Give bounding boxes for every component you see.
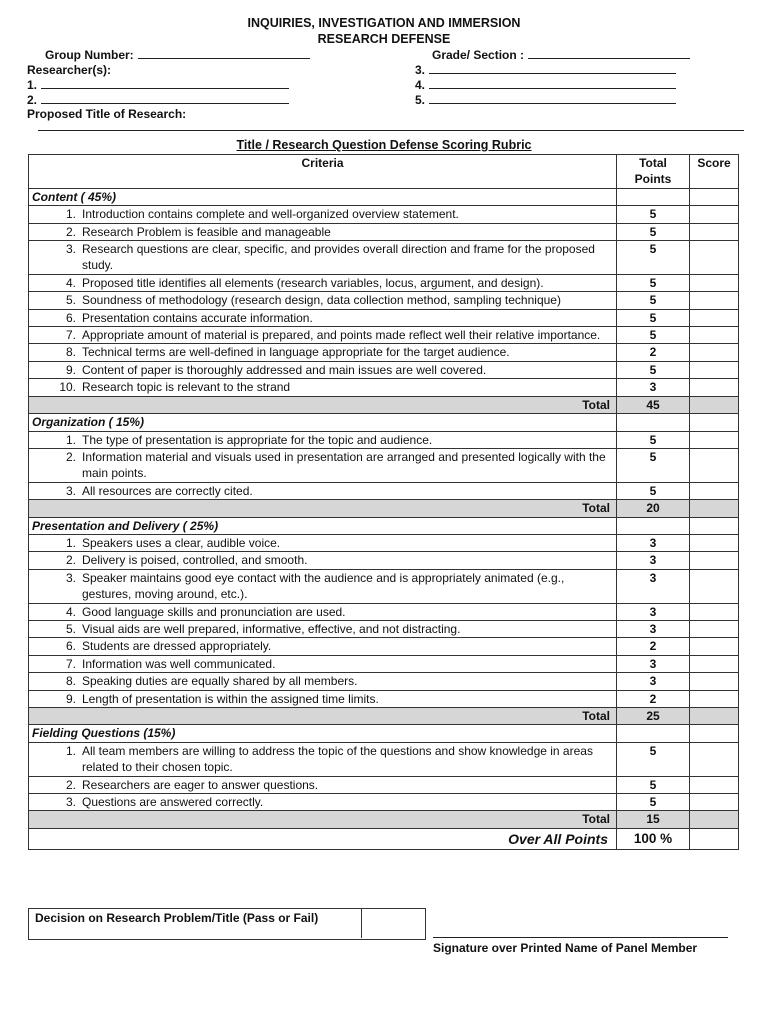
section-header-row (29, 188, 739, 205)
section-total-row (29, 396, 739, 413)
criterion-cell (29, 274, 617, 291)
criterion-points: 5 (617, 292, 690, 309)
group-number-label: Group Number: (45, 48, 134, 62)
criterion-number: 2. (65, 553, 76, 568)
rubric-body (29, 188, 739, 828)
criterion-item (32, 224, 613, 240)
criterion-score-cell[interactable] (690, 534, 739, 551)
criterion-text: Introduction contains complete and well-organized overview statement. (82, 207, 459, 222)
criterion-cell (29, 327, 617, 344)
criterion-score-cell[interactable] (690, 742, 739, 776)
criterion-points: 5 (617, 274, 690, 291)
decision-box (28, 908, 426, 940)
criterion-item (32, 379, 613, 395)
criterion-cell (29, 569, 617, 603)
criterion-number: 5. (65, 621, 76, 636)
section-points-cell (617, 517, 690, 534)
researcher-2-field[interactable] (41, 93, 289, 104)
criterion-text: Questions are answered correctly. (82, 795, 264, 810)
overall-score-cell[interactable] (690, 828, 739, 849)
grade-section-label: Grade/ Section : (432, 48, 525, 62)
criterion-item (32, 638, 613, 654)
criterion-cell (29, 620, 617, 637)
researcher-3-field[interactable] (429, 63, 676, 74)
criterion-text: All team members are willing to address the topic of the questions and show knowledge in areas related to their chosen topic. (82, 743, 593, 775)
researcher-3-number: 3. (415, 63, 426, 77)
researcher-1-row (27, 78, 289, 92)
criterion-number: 2. (65, 777, 76, 792)
section-title: Content ( 45%) (29, 188, 617, 205)
criterion-score-cell[interactable] (690, 206, 739, 223)
section-total-value: 20 (617, 500, 690, 517)
criterion-item (32, 743, 613, 776)
criterion-cell (29, 794, 617, 811)
section-title: Presentation and Delivery ( 25%) (29, 517, 617, 534)
criterion-row (29, 448, 739, 482)
researcher-1-field[interactable] (41, 78, 289, 89)
criterion-score-cell[interactable] (690, 223, 739, 240)
criterion-item (32, 673, 613, 689)
rubric-title-text: Title / Research Question Defense Scoring Rubric (236, 138, 532, 152)
criterion-points: 3 (617, 655, 690, 672)
criterion-number: 4. (65, 275, 76, 290)
criterion-score-cell[interactable] (690, 241, 739, 275)
researcher-2-row (27, 93, 289, 107)
criterion-row (29, 776, 739, 793)
criterion-points: 3 (617, 379, 690, 396)
criterion-points: 3 (617, 673, 690, 690)
criterion-cell (29, 482, 617, 499)
criterion-row (29, 794, 739, 811)
grade-section-row (432, 48, 690, 62)
section-points-cell (617, 725, 690, 742)
criterion-row (29, 673, 739, 690)
criterion-points: 5 (617, 742, 690, 776)
criterion-text: Content of paper is thoroughly addressed and main issues are well covered. (82, 362, 487, 377)
group-number-row (45, 48, 310, 62)
criterion-number: 7. (65, 656, 76, 671)
overall-points-label: Over All Points (29, 828, 617, 849)
grade-section-field[interactable] (528, 48, 690, 59)
researcher-5-field[interactable] (429, 93, 676, 104)
criterion-score-cell[interactable] (690, 482, 739, 499)
section-header-row (29, 725, 739, 742)
criterion-number: 2. (65, 449, 76, 464)
criterion-score-cell[interactable] (690, 309, 739, 326)
criterion-number: 1. (65, 432, 76, 447)
criterion-cell (29, 742, 617, 776)
criterion-number: 6. (65, 310, 76, 325)
criterion-points: 5 (617, 361, 690, 378)
criterion-score-cell[interactable] (690, 431, 739, 448)
criterion-cell (29, 655, 617, 672)
criterion-points: 5 (617, 241, 690, 275)
criterion-points: 2 (617, 638, 690, 655)
criterion-number: 1. (65, 535, 76, 550)
section-total-value: 25 (617, 708, 690, 725)
section-total-value: 15 (617, 811, 690, 828)
criterion-number: 10. (59, 380, 76, 395)
criterion-number: 8. (65, 674, 76, 689)
criterion-row (29, 361, 739, 378)
section-total-label: Total (29, 708, 617, 725)
criterion-cell (29, 344, 617, 361)
criterion-cell (29, 361, 617, 378)
criterion-row (29, 431, 739, 448)
researcher-4-row (415, 78, 676, 92)
researcher-3-row (415, 63, 676, 77)
criterion-row (29, 655, 739, 672)
section-total-row (29, 811, 739, 828)
criterion-text: Researchers are eager to answer questions. (82, 777, 319, 792)
criterion-cell (29, 241, 617, 275)
criterion-score-cell[interactable] (690, 327, 739, 344)
researcher-5-row (415, 93, 676, 107)
criterion-text: Length of presentation is within the assigned time limits. (82, 691, 379, 706)
section-total-label: Total (29, 811, 617, 828)
researcher-5-number: 5. (415, 93, 426, 107)
criterion-item (32, 777, 613, 793)
criterion-points: 3 (617, 552, 690, 569)
criterion-points: 2 (617, 344, 690, 361)
total-points-header: Total Points (617, 155, 690, 189)
criterion-text: Research Problem is feasible and manageable (82, 224, 331, 239)
criterion-cell (29, 603, 617, 620)
criterion-number: 3. (65, 483, 76, 498)
criterion-item (32, 449, 613, 482)
criterion-cell (29, 292, 617, 309)
document-title: INQUIRIES, INVESTIGATION AND IMMERSION (247, 16, 521, 30)
criterion-text: Good language skills and pronunciation are used. (82, 604, 346, 619)
section-points-cell (617, 414, 690, 431)
criterion-points: 5 (617, 206, 690, 223)
criterion-number: 3. (65, 242, 76, 257)
criterion-text: Presentation contains accurate information. (82, 310, 313, 325)
proposed-title-field[interactable] (38, 130, 744, 131)
criterion-cell (29, 223, 617, 240)
criterion-points: 3 (617, 620, 690, 637)
criterion-number: 8. (65, 345, 76, 360)
criterion-item (32, 483, 613, 499)
criterion-score-cell[interactable] (690, 292, 739, 309)
criterion-points: 2 (617, 690, 690, 707)
criterion-item (32, 691, 613, 707)
researcher-4-number: 4. (415, 78, 426, 92)
criterion-item (32, 292, 613, 308)
proposed-title-label: Proposed Title of Research: (27, 107, 187, 121)
criterion-score-cell[interactable] (690, 361, 739, 378)
criterion-score-cell[interactable] (690, 776, 739, 793)
criterion-text: Appropriate amount of material is prepared, and points made reflect well their relative importance. (82, 328, 601, 343)
criteria-header: Criteria (29, 155, 617, 189)
researcher-2-number: 2. (27, 93, 38, 107)
criterion-text: Speaking duties are equally shared by all members. (82, 674, 358, 689)
researcher-1-number: 1. (27, 78, 38, 92)
criterion-cell (29, 552, 617, 569)
criterion-text: Speaker maintains good eye contact with the audience and is appropriately animated (e.g., gestures, moving around, etc.). (82, 570, 565, 602)
section-score-cell (690, 414, 739, 431)
decision-label: Decision on Research Problem/Title (Pass or Fail) (35, 911, 319, 925)
section-total-score-cell[interactable] (690, 811, 739, 828)
criterion-item (32, 275, 613, 291)
criterion-cell (29, 638, 617, 655)
signature-line[interactable] (433, 937, 728, 938)
overall-points-row (29, 828, 739, 849)
criterion-score-cell[interactable] (690, 552, 739, 569)
criterion-item (32, 604, 613, 620)
criterion-number: 1. (65, 207, 76, 222)
section-total-value: 45 (617, 396, 690, 413)
criterion-number: 1. (65, 743, 76, 758)
section-total-score-cell[interactable] (690, 396, 739, 413)
signature-label: Signature over Printed Name of Panel Member (433, 941, 698, 955)
criterion-text: Information was well communicated. (82, 656, 276, 671)
table-header-row (29, 155, 739, 189)
section-points-cell (617, 188, 690, 205)
criterion-text: Students are dressed appropriately. (82, 639, 272, 654)
section-total-label: Total (29, 500, 617, 517)
criterion-cell (29, 431, 617, 448)
criterion-score-cell[interactable] (690, 448, 739, 482)
section-header-row (29, 517, 739, 534)
criterion-number: 6. (65, 639, 76, 654)
criterion-score-cell[interactable] (690, 690, 739, 707)
criterion-score-cell[interactable] (690, 569, 739, 603)
criterion-row (29, 603, 739, 620)
group-number-field[interactable] (138, 48, 310, 59)
criterion-number: 9. (65, 691, 76, 706)
criterion-item (32, 241, 613, 274)
criterion-item (32, 552, 613, 568)
criterion-row (29, 534, 739, 551)
section-title: Organization ( 15%) (29, 414, 617, 431)
criterion-item (32, 570, 613, 603)
criterion-item (32, 310, 613, 326)
researcher-4-field[interactable] (429, 78, 676, 89)
criterion-text: Research questions are clear, specific, and provides overall direction and frame for the proposed study. (82, 242, 595, 273)
criterion-item (32, 327, 613, 343)
criterion-points: 5 (617, 431, 690, 448)
criterion-number: 9. (65, 362, 76, 377)
criterion-cell (29, 379, 617, 396)
criterion-item (32, 206, 613, 222)
decision-input-box[interactable] (361, 908, 424, 938)
section-score-cell (690, 725, 739, 742)
score-header: Score (690, 155, 739, 189)
criterion-item (32, 794, 613, 810)
section-total-row (29, 500, 739, 517)
overall-points-value: 100 % (617, 828, 690, 849)
criterion-row (29, 482, 739, 499)
criterion-row (29, 379, 739, 396)
criterion-number: 4. (65, 604, 76, 619)
criterion-row (29, 327, 739, 344)
criterion-number: 2. (65, 224, 76, 239)
section-total-row (29, 708, 739, 725)
criterion-points: 5 (617, 482, 690, 499)
criterion-text: All resources are correctly cited. (82, 483, 253, 498)
criterion-row (29, 274, 739, 291)
criterion-score-cell[interactable] (690, 794, 739, 811)
criterion-score-cell[interactable] (690, 655, 739, 672)
criterion-row (29, 241, 739, 275)
criterion-row (29, 292, 739, 309)
criterion-text: Technical terms are well-defined in language appropriate for the target audience. (82, 345, 510, 360)
criterion-points: 3 (617, 569, 690, 603)
criterion-score-cell[interactable] (690, 379, 739, 396)
criterion-text: Soundness of methodology (research design, data collection method, sampling technique) (82, 293, 561, 308)
section-total-score-cell[interactable] (690, 500, 739, 517)
criterion-points: 5 (617, 327, 690, 344)
criterion-points: 5 (617, 223, 690, 240)
criterion-number: 7. (65, 328, 76, 343)
section-total-label: Total (29, 396, 617, 413)
section-total-score-cell[interactable] (690, 708, 739, 725)
criterion-points: 5 (617, 448, 690, 482)
criterion-row (29, 552, 739, 569)
criterion-cell (29, 448, 617, 482)
criterion-text: Research topic is relevant to the strand (82, 380, 291, 395)
criterion-score-cell[interactable] (690, 274, 739, 291)
criterion-row (29, 223, 739, 240)
researchers-label: Researcher(s): (27, 63, 112, 77)
criterion-row (29, 690, 739, 707)
criterion-item (32, 362, 613, 378)
criterion-cell (29, 309, 617, 326)
criterion-number: 3. (65, 795, 76, 810)
criterion-points: 5 (617, 776, 690, 793)
criterion-points: 5 (617, 309, 690, 326)
criterion-text: Delivery is poised, controlled, and smooth. (82, 553, 308, 568)
criterion-row (29, 638, 739, 655)
criterion-row (29, 742, 739, 776)
criterion-cell (29, 673, 617, 690)
criterion-item (32, 535, 613, 551)
criterion-row (29, 309, 739, 326)
criterion-score-cell[interactable] (690, 603, 739, 620)
criterion-number: 3. (65, 570, 76, 585)
criterion-text: Speakers uses a clear, audible voice. (82, 535, 281, 550)
criterion-item (32, 432, 613, 448)
document-subtitle: RESEARCH DEFENSE (317, 32, 451, 46)
criterion-row (29, 620, 739, 637)
criterion-cell (29, 534, 617, 551)
criterion-item (32, 621, 613, 637)
criterion-score-cell[interactable] (690, 673, 739, 690)
section-score-cell (690, 517, 739, 534)
criterion-points: 3 (617, 534, 690, 551)
criterion-row (29, 206, 739, 223)
criterion-cell (29, 776, 617, 793)
criterion-text: The type of presentation is appropriate for the topic and audience. (82, 432, 433, 447)
criterion-number: 5. (65, 293, 76, 308)
criterion-cell (29, 690, 617, 707)
criterion-text: Visual aids are well prepared, informative, effective, and not distracting. (82, 621, 461, 636)
criterion-cell (29, 206, 617, 223)
scoring-rubric-table (28, 154, 739, 850)
criterion-row (29, 569, 739, 603)
criterion-points: 3 (617, 603, 690, 620)
section-header-row (29, 414, 739, 431)
criterion-item (32, 344, 613, 360)
section-score-cell (690, 188, 739, 205)
criterion-row (29, 344, 739, 361)
criterion-text: Information material and visuals used in presentation are arranged and presented logically with the main points. (82, 449, 606, 481)
criterion-score-cell[interactable] (690, 620, 739, 637)
rubric-title (0, 138, 768, 152)
criterion-points: 5 (617, 794, 690, 811)
section-title: Fielding Questions (15%) (29, 725, 617, 742)
criterion-item (32, 656, 613, 672)
criterion-text: Proposed title identifies all elements (research variables, locus, argument, and design). (82, 275, 544, 290)
criterion-score-cell[interactable] (690, 344, 739, 361)
criterion-score-cell[interactable] (690, 638, 739, 655)
